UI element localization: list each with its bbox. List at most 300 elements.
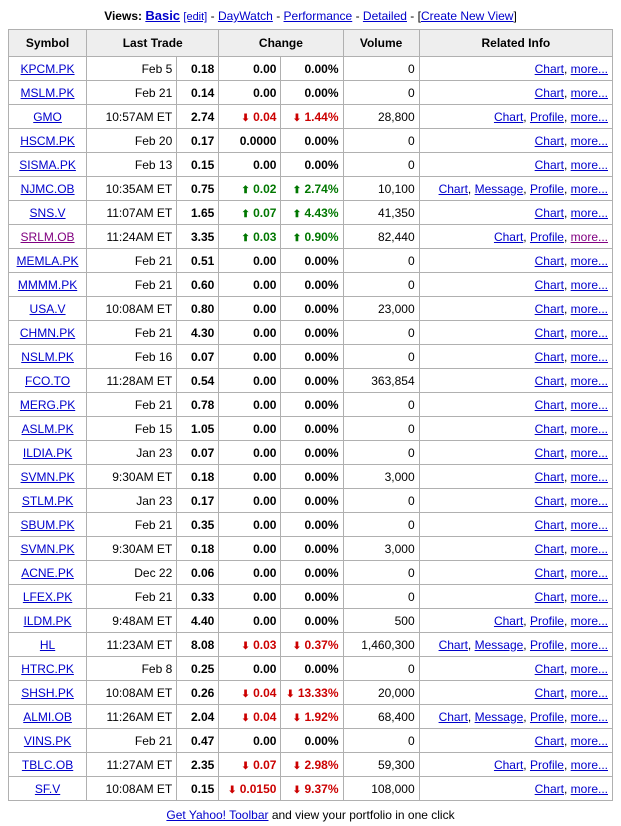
cell-last-trade-time: Feb 21	[87, 393, 177, 417]
cell-last-trade-time: Feb 13	[87, 153, 177, 177]
chart-link[interactable]: Chart	[534, 589, 564, 604]
related-separator: ,	[563, 157, 571, 172]
cell-change-percent: 0.00%	[281, 513, 343, 537]
message-link[interactable]: Message	[474, 181, 524, 196]
related-separator: ,	[563, 613, 571, 628]
cell-last-trade-time: 11:27AM ET	[87, 753, 177, 777]
chart-link[interactable]: Chart	[534, 493, 564, 508]
table-row	[9, 249, 613, 273]
related-separator: ,	[563, 109, 571, 124]
related-separator: ,	[563, 685, 571, 700]
table-row	[9, 201, 613, 225]
chart-link[interactable]: Chart	[534, 277, 564, 292]
footer-promo	[0, 801, 621, 826]
cell-change-percent: 0.00%	[281, 609, 343, 633]
cell-volume: 0	[343, 489, 419, 513]
more-link[interactable]: more...	[570, 421, 608, 436]
related-separator: ,	[523, 613, 530, 628]
cell-change: 0.00	[219, 537, 281, 561]
create-new-view-link[interactable]: Create New View	[420, 9, 514, 23]
cell-volume: 28,800	[343, 105, 419, 129]
cell-volume: 500	[343, 609, 419, 633]
cell-symbol	[9, 465, 87, 489]
related-separator: ,	[563, 565, 571, 580]
chart-link[interactable]: Chart	[493, 757, 524, 772]
arrow-down-icon: ⬇	[286, 688, 295, 700]
profile-link[interactable]: Profile	[529, 229, 564, 244]
more-link[interactable]: more...	[570, 181, 608, 196]
symbol-link[interactable]: SNS.V	[29, 205, 66, 220]
chart-link[interactable]: Chart	[534, 133, 564, 148]
chart-link[interactable]: Chart	[534, 253, 564, 268]
more-link[interactable]: more...	[570, 757, 608, 772]
more-link[interactable]: more...	[570, 493, 608, 508]
cell-last-price: 2.04	[177, 705, 219, 729]
cell-symbol	[9, 57, 87, 81]
cell-change-percent: 0.00%	[281, 537, 343, 561]
chart-link[interactable]: Chart	[534, 517, 564, 532]
column-header-last-trade[interactable]: Last Trade	[87, 30, 219, 57]
related-separator: ,	[563, 421, 571, 436]
cell-change-percent: 0.00%	[281, 393, 343, 417]
cell-change: ⬆ 0.07	[219, 201, 281, 225]
chart-link[interactable]: Chart	[534, 397, 564, 412]
cell-related-info	[419, 441, 612, 465]
cell-change-percent: 0.00%	[281, 321, 343, 345]
more-link[interactable]: more...	[570, 349, 608, 364]
more-link[interactable]: more...	[570, 109, 608, 124]
cell-symbol	[9, 345, 87, 369]
cell-related-info	[419, 465, 612, 489]
cell-last-trade-time: 11:07AM ET	[87, 201, 177, 225]
cell-last-price: 3.35	[177, 225, 219, 249]
cell-last-trade-time: Feb 21	[87, 81, 177, 105]
more-link[interactable]: more...	[570, 157, 608, 172]
cell-change: ⬇ 0.04	[219, 105, 281, 129]
symbol-link[interactable]: SVMN.PK	[20, 541, 75, 556]
arrow-up-icon: ⬆	[241, 232, 250, 244]
symbol-link[interactable]: SBUM.PK	[20, 517, 75, 532]
view-daywatch-link[interactable]: DayWatch	[217, 9, 273, 23]
cell-volume: 20,000	[343, 681, 419, 705]
column-header-volume[interactable]: Volume	[343, 30, 419, 57]
table-row	[9, 393, 613, 417]
chart-link[interactable]: Chart	[534, 661, 564, 676]
cell-symbol	[9, 441, 87, 465]
cell-last-price: 0.07	[177, 441, 219, 465]
chart-link[interactable]: Chart	[534, 469, 564, 484]
chart-link[interactable]: Chart	[438, 181, 468, 196]
cell-change: 0.00	[219, 609, 281, 633]
related-separator: ,	[523, 181, 530, 196]
chart-link[interactable]: Chart	[534, 781, 564, 796]
more-link[interactable]: more...	[570, 397, 608, 412]
cell-symbol	[9, 681, 87, 705]
chart-link[interactable]: Chart	[534, 157, 564, 172]
cell-related-info	[419, 129, 612, 153]
more-link[interactable]: more...	[570, 373, 608, 388]
symbol-link[interactable]: ALMI.OB	[23, 709, 72, 724]
symbol-link[interactable]: SRLM.OB	[20, 229, 75, 244]
profile-link[interactable]: Profile	[529, 109, 564, 124]
view-basic-link[interactable]: Basic	[145, 8, 181, 23]
arrow-down-icon: ⬇	[241, 712, 250, 724]
chart-link[interactable]: Chart	[534, 205, 564, 220]
cell-change-percent: 0.00%	[281, 345, 343, 369]
cell-volume: 10,100	[343, 177, 419, 201]
cell-change: 0.00	[219, 657, 281, 681]
cell-last-trade-time: Feb 21	[87, 513, 177, 537]
symbol-link[interactable]: MSLM.PK	[20, 85, 75, 100]
cell-last-price: 2.35	[177, 753, 219, 777]
table-row	[9, 321, 613, 345]
chart-link[interactable]: Chart	[493, 109, 524, 124]
symbol-link[interactable]: KPCM.PK	[20, 61, 75, 76]
cell-last-price: 0.33	[177, 585, 219, 609]
view-detailed-link[interactable]: Detailed	[362, 9, 407, 23]
cell-symbol	[9, 729, 87, 753]
bracket-close: ]	[513, 9, 517, 23]
chart-link[interactable]: Chart	[534, 541, 564, 556]
symbol-link[interactable]: ILDIA.PK	[22, 445, 73, 460]
cell-related-info	[419, 513, 612, 537]
message-link[interactable]: Message	[474, 637, 524, 652]
more-link[interactable]: more...	[570, 229, 608, 244]
cell-last-trade-time: Feb 15	[87, 417, 177, 441]
arrow-down-icon: ⬇	[241, 760, 250, 772]
cell-change: ⬆ 0.02	[219, 177, 281, 201]
arrow-up-icon: ⬆	[241, 184, 250, 196]
table-row	[9, 225, 613, 249]
related-separator: ,	[563, 181, 571, 196]
cell-related-info	[419, 369, 612, 393]
table-row	[9, 345, 613, 369]
separator-4: -	[410, 9, 415, 23]
chart-link[interactable]: Chart	[534, 325, 564, 340]
cell-symbol	[9, 417, 87, 441]
arrow-up-icon: ⬆	[292, 232, 302, 244]
arrow-down-icon: ⬇	[292, 760, 302, 772]
cell-related-info	[419, 81, 612, 105]
more-link[interactable]: more...	[570, 85, 608, 100]
symbol-link[interactable]: SHSH.PK	[21, 685, 74, 700]
cell-volume: 41,350	[343, 201, 419, 225]
symbol-link[interactable]: VINS.PK	[23, 733, 72, 748]
cell-change: ⬇ 0.07	[219, 753, 281, 777]
table-row	[9, 57, 613, 81]
related-separator: ,	[523, 637, 530, 652]
cell-change: 0.00	[219, 153, 281, 177]
profile-link[interactable]: Profile	[529, 613, 564, 628]
more-link[interactable]: more...	[570, 781, 608, 796]
more-link[interactable]: more...	[570, 661, 608, 676]
arrow-down-icon: ⬇	[292, 712, 302, 724]
symbol-link[interactable]: SISMA.PK	[19, 157, 76, 172]
cell-symbol	[9, 177, 87, 201]
cell-last-price: 0.06	[177, 561, 219, 585]
quotes-table	[8, 29, 613, 801]
chart-link[interactable]: Chart	[534, 301, 564, 316]
arrow-down-icon: ⬇	[241, 640, 250, 652]
chart-link[interactable]: Chart	[493, 229, 524, 244]
chart-link[interactable]: Chart	[438, 709, 468, 724]
more-link[interactable]: more...	[570, 709, 608, 724]
symbol-link[interactable]: STLM.PK	[21, 493, 74, 508]
views-label: Views:	[104, 9, 142, 23]
table-row	[9, 81, 613, 105]
profile-link[interactable]: Profile	[529, 181, 564, 196]
symbol-link[interactable]: MMMM.PK	[17, 277, 78, 292]
cell-change: 0.00	[219, 273, 281, 297]
view-performance-link[interactable]: Performance	[283, 9, 353, 23]
cell-related-info	[419, 177, 612, 201]
cell-change-percent: 0.00%	[281, 81, 343, 105]
arrow-down-icon: ⬇	[227, 784, 237, 796]
more-link[interactable]: more...	[570, 637, 608, 652]
cell-volume: 0	[343, 153, 419, 177]
cell-symbol	[9, 81, 87, 105]
cell-related-info	[419, 585, 612, 609]
cell-last-trade-time: 9:30AM ET	[87, 465, 177, 489]
cell-last-price: 0.60	[177, 273, 219, 297]
table-row	[9, 633, 613, 657]
related-separator: ,	[563, 757, 571, 772]
separator-1: -	[210, 9, 215, 23]
more-link[interactable]: more...	[570, 565, 608, 580]
cell-related-info	[419, 321, 612, 345]
table-row	[9, 681, 613, 705]
cell-change: 0.00	[219, 489, 281, 513]
cell-change: 0.00	[219, 57, 281, 81]
more-link[interactable]: more...	[570, 589, 608, 604]
cell-change: 0.00	[219, 417, 281, 441]
profile-link[interactable]: Profile	[529, 757, 564, 772]
symbol-link[interactable]: NSLM.PK	[21, 349, 74, 364]
cell-symbol	[9, 225, 87, 249]
profile-link[interactable]: Profile	[529, 637, 564, 652]
cell-last-trade-time: Feb 20	[87, 129, 177, 153]
profile-link[interactable]: Profile	[529, 709, 564, 724]
symbol-link[interactable]: SF.V	[34, 781, 61, 796]
cell-related-info	[419, 537, 612, 561]
cell-change-percent: 0.00%	[281, 441, 343, 465]
more-link[interactable]: more...	[570, 301, 608, 316]
more-link[interactable]: more...	[570, 517, 608, 532]
cell-last-price: 0.80	[177, 297, 219, 321]
cell-symbol	[9, 369, 87, 393]
cell-change-percent: ⬆ 2.74%	[281, 177, 343, 201]
table-row	[9, 441, 613, 465]
chart-link[interactable]: Chart	[534, 349, 564, 364]
more-link[interactable]: more...	[570, 205, 608, 220]
message-link[interactable]: Message	[474, 709, 524, 724]
cell-last-trade-time: Feb 21	[87, 249, 177, 273]
table-row	[9, 657, 613, 681]
symbol-link[interactable]: MERG.PK	[19, 397, 76, 412]
cell-last-trade-time: Feb 21	[87, 321, 177, 345]
cell-last-price: 0.25	[177, 657, 219, 681]
related-separator: ,	[523, 229, 530, 244]
symbol-link[interactable]: LFEX.PK	[22, 589, 73, 604]
symbol-link[interactable]: HTRC.PK	[21, 661, 74, 676]
cell-last-price: 0.35	[177, 513, 219, 537]
cell-last-price: 0.75	[177, 177, 219, 201]
cell-change: 0.00	[219, 729, 281, 753]
cell-change-percent: 0.00%	[281, 561, 343, 585]
table-row	[9, 417, 613, 441]
cell-change: 0.00	[219, 297, 281, 321]
symbol-link[interactable]: ACNE.PK	[21, 565, 74, 580]
cell-change: 0.00	[219, 249, 281, 273]
cell-volume: 3,000	[343, 537, 419, 561]
more-link[interactable]: more...	[570, 685, 608, 700]
column-header-change[interactable]: Change	[219, 30, 343, 57]
related-separator: ,	[563, 373, 571, 388]
more-link[interactable]: more...	[570, 253, 608, 268]
cell-related-info	[419, 105, 612, 129]
views-bar	[0, 0, 621, 29]
cell-volume: 0	[343, 393, 419, 417]
cell-last-trade-time: Jan 23	[87, 441, 177, 465]
cell-volume: 82,440	[343, 225, 419, 249]
column-header-symbol[interactable]: Symbol	[9, 30, 87, 57]
cell-symbol	[9, 249, 87, 273]
more-link[interactable]: more...	[570, 469, 608, 484]
cell-symbol	[9, 201, 87, 225]
cell-change: 0.00	[219, 561, 281, 585]
cell-last-trade-time: Jan 23	[87, 489, 177, 513]
cell-symbol	[9, 585, 87, 609]
table-row	[9, 753, 613, 777]
cell-change-percent: ⬆ 0.90%	[281, 225, 343, 249]
chart-link[interactable]: Chart	[438, 637, 468, 652]
chart-link[interactable]: Chart	[534, 445, 564, 460]
cell-change-percent: 0.00%	[281, 417, 343, 441]
arrow-down-icon: ⬇	[292, 784, 302, 796]
symbol-link[interactable]: SVMN.PK	[20, 469, 75, 484]
more-link[interactable]: more...	[570, 733, 608, 748]
related-separator: ,	[563, 469, 571, 484]
chart-link[interactable]: Chart	[534, 733, 564, 748]
cell-change: ⬆ 0.03	[219, 225, 281, 249]
cell-last-trade-time: 10:08AM ET	[87, 681, 177, 705]
symbol-link[interactable]: NJMC.OB	[20, 181, 75, 196]
cell-change-percent: ⬇ 13.33%	[281, 681, 343, 705]
cell-last-price: 0.18	[177, 537, 219, 561]
cell-related-info	[419, 609, 612, 633]
arrow-up-icon: ⬆	[292, 184, 302, 196]
cell-change-percent: 0.00%	[281, 57, 343, 81]
chart-link[interactable]: Chart	[534, 61, 564, 76]
related-separator: ,	[467, 637, 475, 652]
symbol-link[interactable]: HSCM.PK	[20, 133, 75, 148]
symbol-link[interactable]: HL	[39, 637, 56, 652]
more-link[interactable]: more...	[570, 541, 608, 556]
chart-link[interactable]: Chart	[534, 421, 564, 436]
cell-related-info	[419, 753, 612, 777]
chart-link[interactable]: Chart	[534, 85, 564, 100]
cell-last-trade-time: Feb 8	[87, 657, 177, 681]
cell-change-percent: 0.00%	[281, 489, 343, 513]
cell-volume: 0	[343, 249, 419, 273]
table-row	[9, 297, 613, 321]
related-separator: ,	[563, 301, 571, 316]
cell-related-info	[419, 225, 612, 249]
edit-view-link[interactable]: [edit]	[183, 11, 208, 23]
related-separator: ,	[563, 325, 571, 340]
cell-change: ⬇ 0.03	[219, 633, 281, 657]
cell-symbol	[9, 297, 87, 321]
symbol-link[interactable]: TBLC.OB	[21, 757, 74, 772]
related-separator: ,	[563, 637, 571, 652]
cell-symbol	[9, 633, 87, 657]
column-header-related-info: Related Info	[419, 30, 612, 57]
cell-change-percent: 0.00%	[281, 729, 343, 753]
yahoo-toolbar-link[interactable]: Get Yahoo! Toolbar	[166, 808, 269, 822]
arrow-up-icon: ⬆	[241, 208, 250, 220]
cell-change-percent: ⬇ 0.37%	[281, 633, 343, 657]
cell-change-percent: ⬇ 1.92%	[281, 705, 343, 729]
symbol-link[interactable]: USA.V	[29, 301, 66, 316]
cell-last-trade-time: 10:57AM ET	[87, 105, 177, 129]
cell-change-percent: ⬆ 4.43%	[281, 201, 343, 225]
symbol-link[interactable]: ILDM.PK	[23, 613, 72, 628]
table-row	[9, 609, 613, 633]
more-link[interactable]: more...	[570, 133, 608, 148]
table-row	[9, 153, 613, 177]
cell-last-price: 4.40	[177, 609, 219, 633]
related-separator: ,	[563, 277, 571, 292]
cell-last-trade-time: 11:28AM ET	[87, 369, 177, 393]
cell-symbol	[9, 393, 87, 417]
related-separator: ,	[563, 349, 571, 364]
symbol-link[interactable]: GMO	[33, 109, 62, 124]
more-link[interactable]: more...	[570, 445, 608, 460]
chart-link[interactable]: Chart	[534, 373, 564, 388]
cell-volume: 0	[343, 129, 419, 153]
related-separator: ,	[467, 181, 475, 196]
chart-link[interactable]: Chart	[493, 613, 524, 628]
cell-related-info	[419, 633, 612, 657]
more-link[interactable]: more...	[570, 325, 608, 340]
cell-change: 0.00	[219, 585, 281, 609]
symbol-link[interactable]: MEMLA.PK	[16, 253, 79, 268]
symbol-link[interactable]: CHMN.PK	[19, 325, 76, 340]
cell-change-percent: 0.00%	[281, 129, 343, 153]
symbol-link[interactable]: ASLM.PK	[21, 421, 74, 436]
arrow-down-icon: ⬇	[292, 640, 302, 652]
cell-last-price: 2.74	[177, 105, 219, 129]
cell-change: ⬇ 0.04	[219, 705, 281, 729]
chart-link[interactable]: Chart	[534, 565, 564, 580]
chart-link[interactable]: Chart	[534, 685, 564, 700]
cell-change: 0.00	[219, 465, 281, 489]
cell-last-price: 0.15	[177, 153, 219, 177]
symbol-link[interactable]: FCO.TO	[25, 373, 71, 388]
more-link[interactable]: more...	[570, 61, 608, 76]
cell-last-trade-time: Feb 16	[87, 345, 177, 369]
cell-last-price: 0.15	[177, 777, 219, 801]
more-link[interactable]: more...	[570, 613, 608, 628]
table-row	[9, 273, 613, 297]
table-row	[9, 537, 613, 561]
table-row	[9, 177, 613, 201]
cell-change-percent: ⬇ 2.98%	[281, 753, 343, 777]
cell-volume: 59,300	[343, 753, 419, 777]
cell-volume: 3,000	[343, 465, 419, 489]
more-link[interactable]: more...	[570, 277, 608, 292]
cell-related-info	[419, 561, 612, 585]
